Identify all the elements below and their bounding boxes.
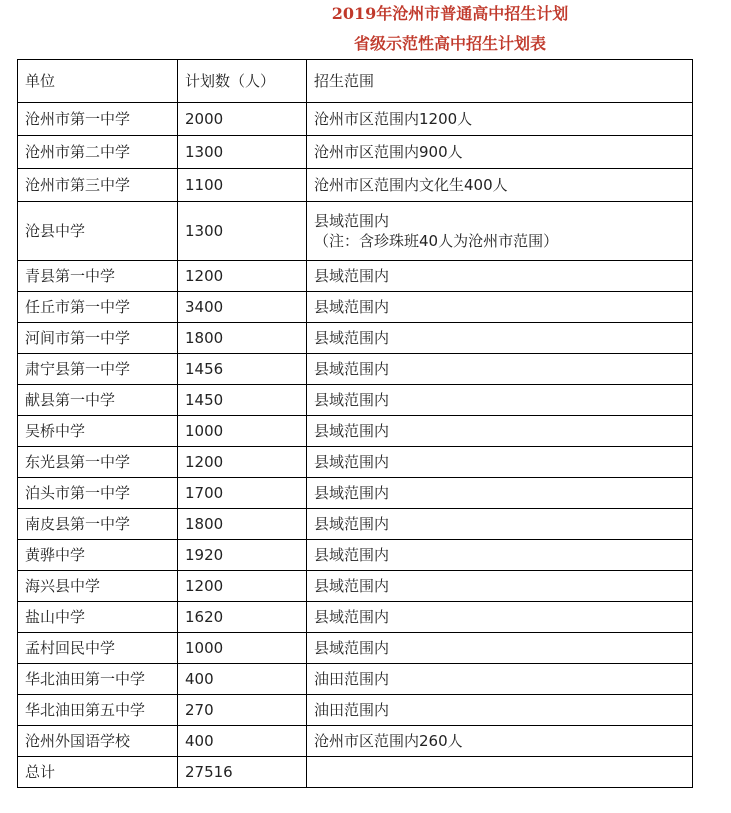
cell-unit: 献县第一中学 <box>18 385 178 416</box>
cell-count: 1300 <box>178 136 307 169</box>
table-row <box>18 292 693 323</box>
cell-count: 3400 <box>178 292 307 323</box>
cell-count: 270 <box>178 695 307 726</box>
cell-range: 县域范围内 <box>307 323 693 354</box>
cell-unit: 盐山中学 <box>18 602 178 633</box>
table-row <box>18 103 693 136</box>
cell-unit: 华北油田第五中学 <box>18 695 178 726</box>
cell-range: 县域范围内 <box>307 447 693 478</box>
table-row <box>18 323 693 354</box>
enrollment-plan-table <box>17 59 693 788</box>
cell-unit: 东光县第一中学 <box>18 447 178 478</box>
cell-range: 县域范围内 <box>307 385 693 416</box>
cell-range: 县域范围内 <box>307 354 693 385</box>
page-title: 2019年沧州市普通高中招生计划 <box>331 4 569 23</box>
cell-range: 县域范围内 <box>307 261 693 292</box>
cell-unit: 沧州外国语学校 <box>18 726 178 757</box>
cell-count: 1300 <box>178 202 307 261</box>
cell-count: 1200 <box>178 571 307 602</box>
table-row <box>18 261 693 292</box>
table-subtitle: 省级示范性高中招生计划表 <box>353 34 546 53</box>
cell-count: 1800 <box>178 509 307 540</box>
cell-range <box>307 202 693 261</box>
table-row <box>18 416 693 447</box>
cell-count: 400 <box>178 726 307 757</box>
cell-range-main: 县域范围内 <box>314 212 390 230</box>
cell-unit: 沧县中学 <box>18 202 178 261</box>
cell-count: 1920 <box>178 540 307 571</box>
table-row <box>18 385 693 416</box>
table-row <box>18 695 693 726</box>
cell-unit: 肃宁县第一中学 <box>18 354 178 385</box>
cell-count: 1200 <box>178 447 307 478</box>
total-label: 总计 <box>18 757 178 788</box>
header-count: 计划数（人） <box>178 60 307 103</box>
total-range <box>307 757 693 788</box>
cell-count: 1700 <box>178 478 307 509</box>
cell-range: 县域范围内 <box>307 478 693 509</box>
cell-range: 县域范围内 <box>307 540 693 571</box>
cell-count: 400 <box>178 664 307 695</box>
table-row <box>18 602 693 633</box>
cell-range: 县域范围内 <box>307 633 693 664</box>
cell-range: 沧州市区范围内1200人 <box>307 103 693 136</box>
cell-unit: 沧州市第三中学 <box>18 169 178 202</box>
cell-range: 县域范围内 <box>307 509 693 540</box>
cell-unit: 南皮县第一中学 <box>18 509 178 540</box>
table-row <box>18 354 693 385</box>
cell-range: 县域范围内 <box>307 602 693 633</box>
cell-range: 油田范围内 <box>307 695 693 726</box>
cell-unit: 任丘市第一中学 <box>18 292 178 323</box>
cell-unit: 黄骅中学 <box>18 540 178 571</box>
table-row <box>18 664 693 695</box>
cell-count: 1450 <box>178 385 307 416</box>
table-row <box>18 202 693 261</box>
cell-unit: 河间市第一中学 <box>18 323 178 354</box>
table-row <box>18 136 693 169</box>
header-range: 招生范围 <box>307 60 693 103</box>
cell-unit: 青县第一中学 <box>18 261 178 292</box>
table-row <box>18 447 693 478</box>
cell-range-note: （注：含珍珠班40人为沧州市范围） <box>314 232 559 250</box>
table-header-row <box>18 60 693 103</box>
cell-unit: 泊头市第一中学 <box>18 478 178 509</box>
cell-range: 县域范围内 <box>307 292 693 323</box>
cell-range: 沧州市区范围内260人 <box>307 726 693 757</box>
table-row <box>18 478 693 509</box>
total-count: 27516 <box>178 757 307 788</box>
cell-unit: 吴桥中学 <box>18 416 178 447</box>
cell-unit: 海兴县中学 <box>18 571 178 602</box>
table-total-row <box>18 757 693 788</box>
table-row <box>18 571 693 602</box>
table-row <box>18 509 693 540</box>
cell-count: 1000 <box>178 633 307 664</box>
table-row <box>18 726 693 757</box>
cell-unit: 沧州市第一中学 <box>18 103 178 136</box>
table-row <box>18 633 693 664</box>
cell-count: 1200 <box>178 261 307 292</box>
cell-range: 县域范围内 <box>307 416 693 447</box>
cell-count: 2000 <box>178 103 307 136</box>
cell-count: 1100 <box>178 169 307 202</box>
cell-count: 1000 <box>178 416 307 447</box>
cell-range: 沧州市区范围内900人 <box>307 136 693 169</box>
table-row <box>18 540 693 571</box>
header-unit: 单位 <box>18 60 178 103</box>
cell-count: 1456 <box>178 354 307 385</box>
table-row <box>18 169 693 202</box>
cell-count: 1620 <box>178 602 307 633</box>
cell-range: 沧州市区范围内文化生400人 <box>307 169 693 202</box>
cell-count: 1800 <box>178 323 307 354</box>
cell-unit: 沧州市第二中学 <box>18 136 178 169</box>
cell-unit: 孟村回民中学 <box>18 633 178 664</box>
cell-range: 油田范围内 <box>307 664 693 695</box>
cell-unit: 华北油田第一中学 <box>18 664 178 695</box>
cell-range: 县域范围内 <box>307 571 693 602</box>
